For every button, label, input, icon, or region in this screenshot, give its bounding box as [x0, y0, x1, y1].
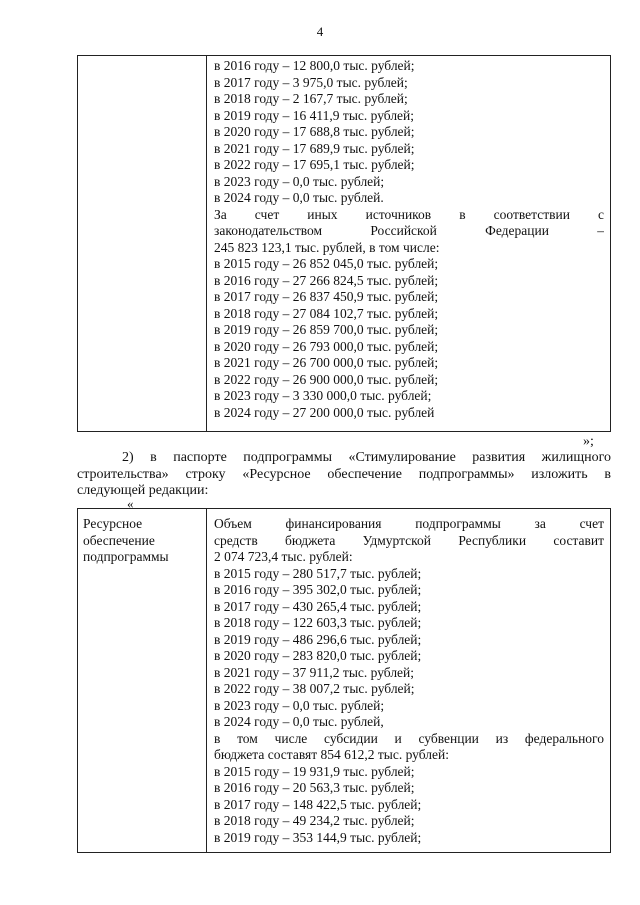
year-amount-line: в 2021 году – 17 689,9 тыс. рублей; [214, 140, 415, 156]
year-amount-line: в 2018 году – 122 603,3 тыс. рублей; [214, 615, 422, 630]
year-amount-line: в 2024 году – 0,0 тыс. рублей, [214, 714, 384, 729]
year-amount-line: в 2022 году – 26 900 000,0 тыс. рублей; [214, 371, 439, 387]
intro-line-3: 2 074 723,4 тыс. рублей: [214, 549, 353, 564]
year-amount-line: в 2015 году – 19 931,9 тыс. рублей; [214, 763, 415, 779]
paragraph-line-3: следующей редакции: [77, 483, 209, 498]
year-amount-line: в 2019 году – 16 411,9 тыс. рублей; [214, 107, 415, 123]
year-amount-line: в 2023 году – 0,0 тыс. рублей; [214, 697, 385, 713]
amendment-paragraph [77, 450, 611, 500]
year-amount-line: в 2019 году – 353 144,9 тыс. рублей; [214, 829, 422, 845]
year-amount-line: в 2015 году – 26 852 045,0 тыс. рублей; [214, 256, 439, 271]
resources-table-new [77, 508, 611, 853]
year-amount-line: в 2017 году – 430 265,4 тыс. рублей; [214, 598, 422, 614]
year-amount-line: в 2022 году – 17 695,1 тыс. рублей; [214, 157, 415, 172]
year-amount-line: в 2024 году – 27 200 000,0 тыс. рублей [214, 404, 435, 420]
year-amount-line: в 2020 году – 26 793 000,0 тыс. рублей; [214, 338, 439, 354]
year-amount-line: в 2019 году – 486 296,6 тыс. рублей; [214, 631, 422, 647]
federal-line-2: бюджета составят 854 612,2 тыс. рублей: [214, 747, 449, 762]
paragraph-line-1: 2) в паспорте подпрограммы «Стимулирование развития жилищного [122, 450, 611, 465]
year-amount-line: в 2018 году – 2 167,7 тыс. рублей; [214, 91, 408, 106]
year-amount-line: в 2020 году – 283 820,0 тыс. рублей; [214, 648, 422, 663]
other-sources-line-1: За счет иных источников в соответствии с [214, 206, 604, 222]
year-amount-line: в 2018 году – 49 234,2 тыс. рублей; [214, 813, 415, 828]
year-amount-line: в 2016 году – 27 266 824,5 тыс. рублей; [214, 272, 439, 288]
column-divider [206, 509, 207, 852]
opening-quote: « [127, 496, 134, 511]
year-amount-line: в 2021 году – 26 700 000,0 тыс. рублей; [214, 355, 439, 370]
year-amount-line: в 2023 году – 3 330 000,0 тыс. рублей; [214, 388, 432, 403]
table1-year-list-b [214, 256, 604, 421]
table2-year-list-b [214, 764, 604, 847]
table2-left-cell [83, 516, 201, 566]
page-number: 4 [316, 24, 324, 39]
intro-line-1: Объем финансирования подпрограммы за счет [214, 516, 604, 531]
year-amount-line: в 2019 году – 26 859 700,0 тыс. рублей; [214, 322, 439, 337]
year-amount-line: в 2020 году – 17 688,8 тыс. рублей; [214, 124, 415, 139]
year-amount-line: в 2017 году – 3 975,0 тыс. рублей; [214, 74, 408, 90]
paragraph-line-2: строительства» строку «Ресурсное обеспечение подпрограммы» изложить в [77, 466, 611, 482]
closing-quote: »; [583, 434, 594, 449]
year-amount-line: в 2022 году – 38 007,2 тыс. рублей; [214, 681, 415, 696]
table1-year-list-a [214, 58, 604, 207]
year-amount-line: в 2016 году – 395 302,0 тыс. рублей; [214, 582, 422, 597]
other-sources-line-3: 245 823 123,1 тыс. рублей, в том числе: [214, 239, 440, 255]
year-amount-line: в 2017 году – 148 422,5 тыс. рублей; [214, 796, 422, 812]
other-sources-line-2: законодательством Российской Федерации – [214, 223, 604, 238]
federal-line-1: в том числе субсидии и субвенции из федерального [214, 730, 604, 746]
year-amount-line: в 2021 году – 37 911,2 тыс. рублей; [214, 664, 415, 680]
resources-table-continued [77, 55, 611, 432]
year-amount-line: в 2016 году – 12 800,0 тыс. рублей; [214, 58, 415, 73]
table2-year-list-a [214, 566, 604, 731]
column-divider [206, 56, 207, 431]
row-heading-line-2: обеспечение [83, 532, 155, 548]
row-heading-line-3: подпрограммы [83, 549, 169, 564]
year-amount-line: в 2016 году – 20 563,3 тыс. рублей; [214, 780, 415, 795]
row-heading-line-1: Ресурсное [83, 516, 143, 531]
table1-right-cell [214, 58, 604, 421]
table2-right-cell [214, 516, 604, 846]
year-amount-line: в 2018 году – 27 084 102,7 тыс. рублей; [214, 305, 439, 321]
year-amount-line: в 2015 году – 280 517,7 тыс. рублей; [214, 565, 422, 581]
year-amount-line: в 2024 году – 0,0 тыс. рублей. [214, 190, 384, 205]
year-amount-line: в 2017 году – 26 837 450,9 тыс. рублей; [214, 289, 439, 304]
year-amount-line: в 2023 году – 0,0 тыс. рублей; [214, 173, 385, 189]
intro-line-2: средств бюджета Удмуртской Республики составит [214, 532, 604, 548]
